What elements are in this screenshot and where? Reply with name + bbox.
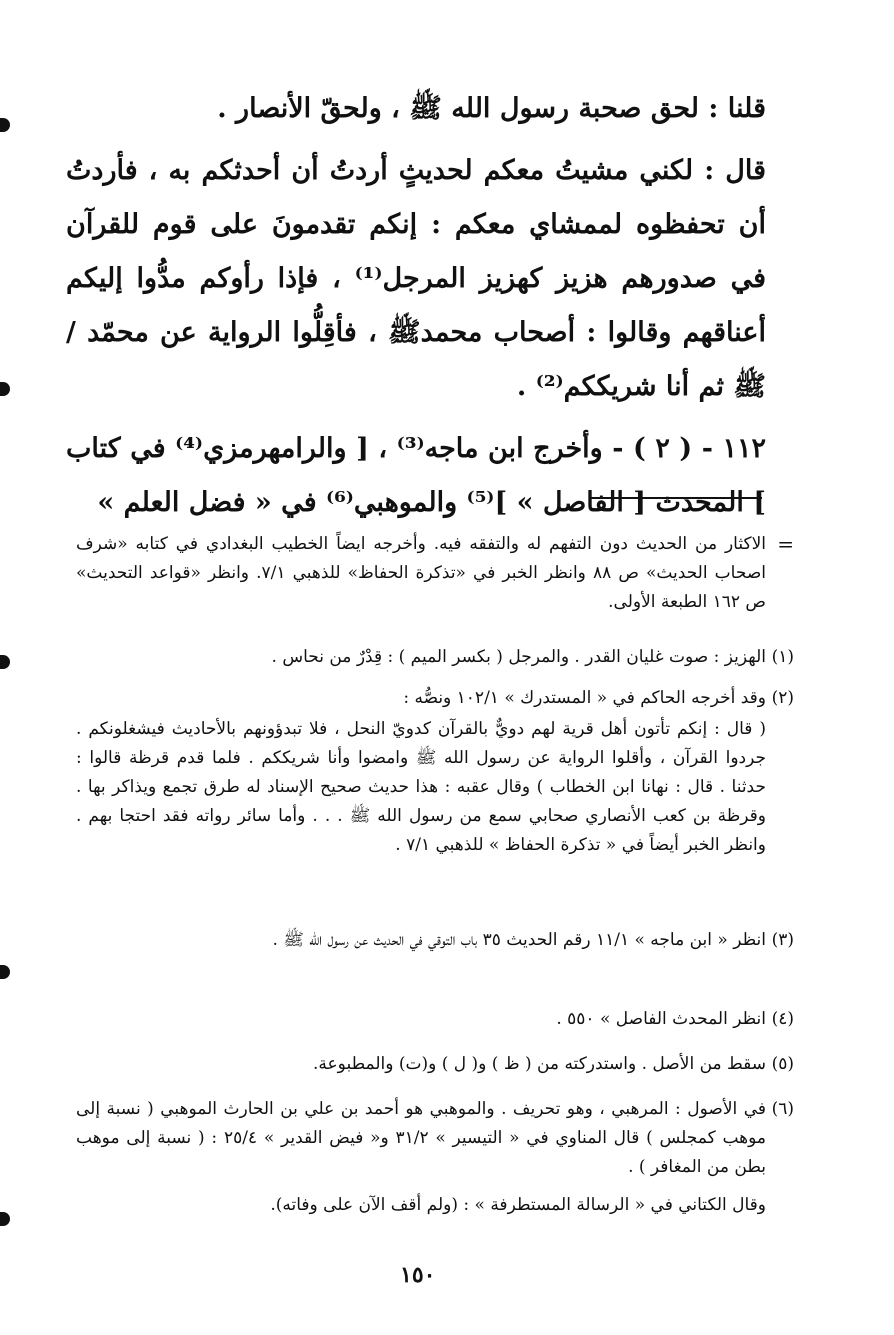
main-text — [66, 82, 766, 530]
footnote-6-cont — [76, 1191, 766, 1220]
footnote-4 — [76, 1005, 794, 1034]
footnote-text: الهزيز : صوت غليان القدر . والمرجل ( بكسر الميم ) : قِدْرٌ من نحاس . — [271, 647, 766, 667]
footnote-number: (٦) — [771, 1099, 794, 1119]
scan-edge-mark — [0, 1212, 10, 1226]
scan-edge-mark — [0, 118, 10, 132]
footnote-2-quote — [76, 715, 766, 860]
scan-edge-mark — [0, 655, 10, 669]
footnote-text: سقط من الأصل . واستدركته من ( ظ ) و( ل ) و(ت) والمطبوعة. — [313, 1054, 766, 1074]
footnote-6 — [76, 1095, 794, 1182]
footnote-number: (٥) — [771, 1054, 794, 1074]
footnote-text: وقال الكتاني في « الرسالة المستطرفة » : (ولم أقف الآن على وفاته). — [270, 1195, 766, 1215]
footnote-continuation — [76, 530, 794, 617]
footnote-number: (٢) — [771, 688, 794, 708]
footnote-text: انظر « ابن ماجه » ١١/١ رقم الحديث ٣٥ باب التوقي في الحديث عن رسول الله ﷺ . — [272, 930, 766, 950]
footnote-text: في الأصول : المرهبي ، وهو تحريف . والموهبي هو أحمد بن علي بن الحارث الموهبي ( نسبة إلى موهب كمجلس ) قال المناوي في « التيسير » ٣١/٢ و« فيض القدير » ٢٥/٤ : ( نسبة إلى موهب بطن من المغافر ) . — [76, 1099, 766, 1177]
footnote-3 — [76, 926, 794, 955]
footnote-number: (٤) — [771, 1009, 794, 1029]
footnote-text: وقد أخرجه الحاكم في « المستدرك » ١٠٢/١ ونصُّه : — [403, 688, 766, 708]
scan-edge-mark — [0, 965, 10, 979]
footnote-text: الاكثار من الحديث دون التفهم له والتفقه فيه. وأخرجه ايضاً الخطيب البغدادي في كتابه «شرف اصحاب الحديث» ص ٨٨ وانظر الخبر في «تذكرة الحفاظ» للذهبي ٧/١. وانظر «قواعد التحديث» ص ١٦٢ الطبعة الأولى. — [76, 534, 766, 612]
footnote-separator — [590, 497, 762, 499]
scan-edge-mark — [0, 382, 10, 396]
continuation-mark: = — [777, 532, 794, 556]
footnote-1 — [76, 643, 794, 672]
footnote-number: (١) — [771, 647, 794, 667]
footnote-2 — [76, 684, 794, 713]
footnote-text: ( قال : إنكم تأتون أهل قرية لهم دويٌّ بالقرآن كدويّ النحل ، فلا تبدؤونهم بالأحاديث فيشغلونكم . جردوا القرآن ، وأقلوا الرواية عن رسول الله ﷺ وامضوا وأنا شريككم . فلما قدم قرظة قالوا : حدثنا . قال : نهانا ابن الخطاب ) وقال عقبه : هذا حديث صحيح الإسناد له طرق تجمع ويذاكر بها . وقرظة بن كعب الأنصاري صحابي سمع من رسول الله ﷺ . . . وأما سائر رواته فقد احتجا بهم . وانظر الخبر أيضاً في « تذكرة الحفاظ » للذهبي ٧/١ . — [76, 719, 766, 855]
footnote-5 — [76, 1050, 794, 1079]
page-number: ١٥٠ — [400, 1262, 436, 1288]
main-paragraph: قال : لكني مشيتُ معكم لحديثٍ أردتُ أن أحدثكم به ، فأردتُ أن تحفظوه لممشاي معكم : إنكم تقدمونَ على قوم للقرآن في صدورهم هزيز كهزيز المرجل⁽¹⁾ ، فإذا رأوكم مدُّوا إليكم أعناقهم وقالوا : أصحاب محمدﷺ ، فأقِلُّوا الرواية عن محمّد / ﷺ ثم أنا شريككم⁽²⁾ . — [66, 155, 767, 402]
main-paragraph: ١١٢ - ( ٢ ) - وأخرج ابن ماجه⁽³⁾ ، [ والرامهرمزي⁽⁴⁾ في كتاب ] المحدث [ الفاصل » ]⁽⁵⁾ والموهبي⁽⁶⁾ في « فضل العلم » — [66, 433, 766, 518]
footnote-text: انظر المحدث الفاصل » ٥٥٠ . — [556, 1009, 766, 1029]
main-paragraph: قلنا : لحق صحبة رسول الله ﷺ ، ولحقّ الأنصار . — [217, 93, 766, 124]
footnote-number: (٣) — [771, 930, 794, 950]
